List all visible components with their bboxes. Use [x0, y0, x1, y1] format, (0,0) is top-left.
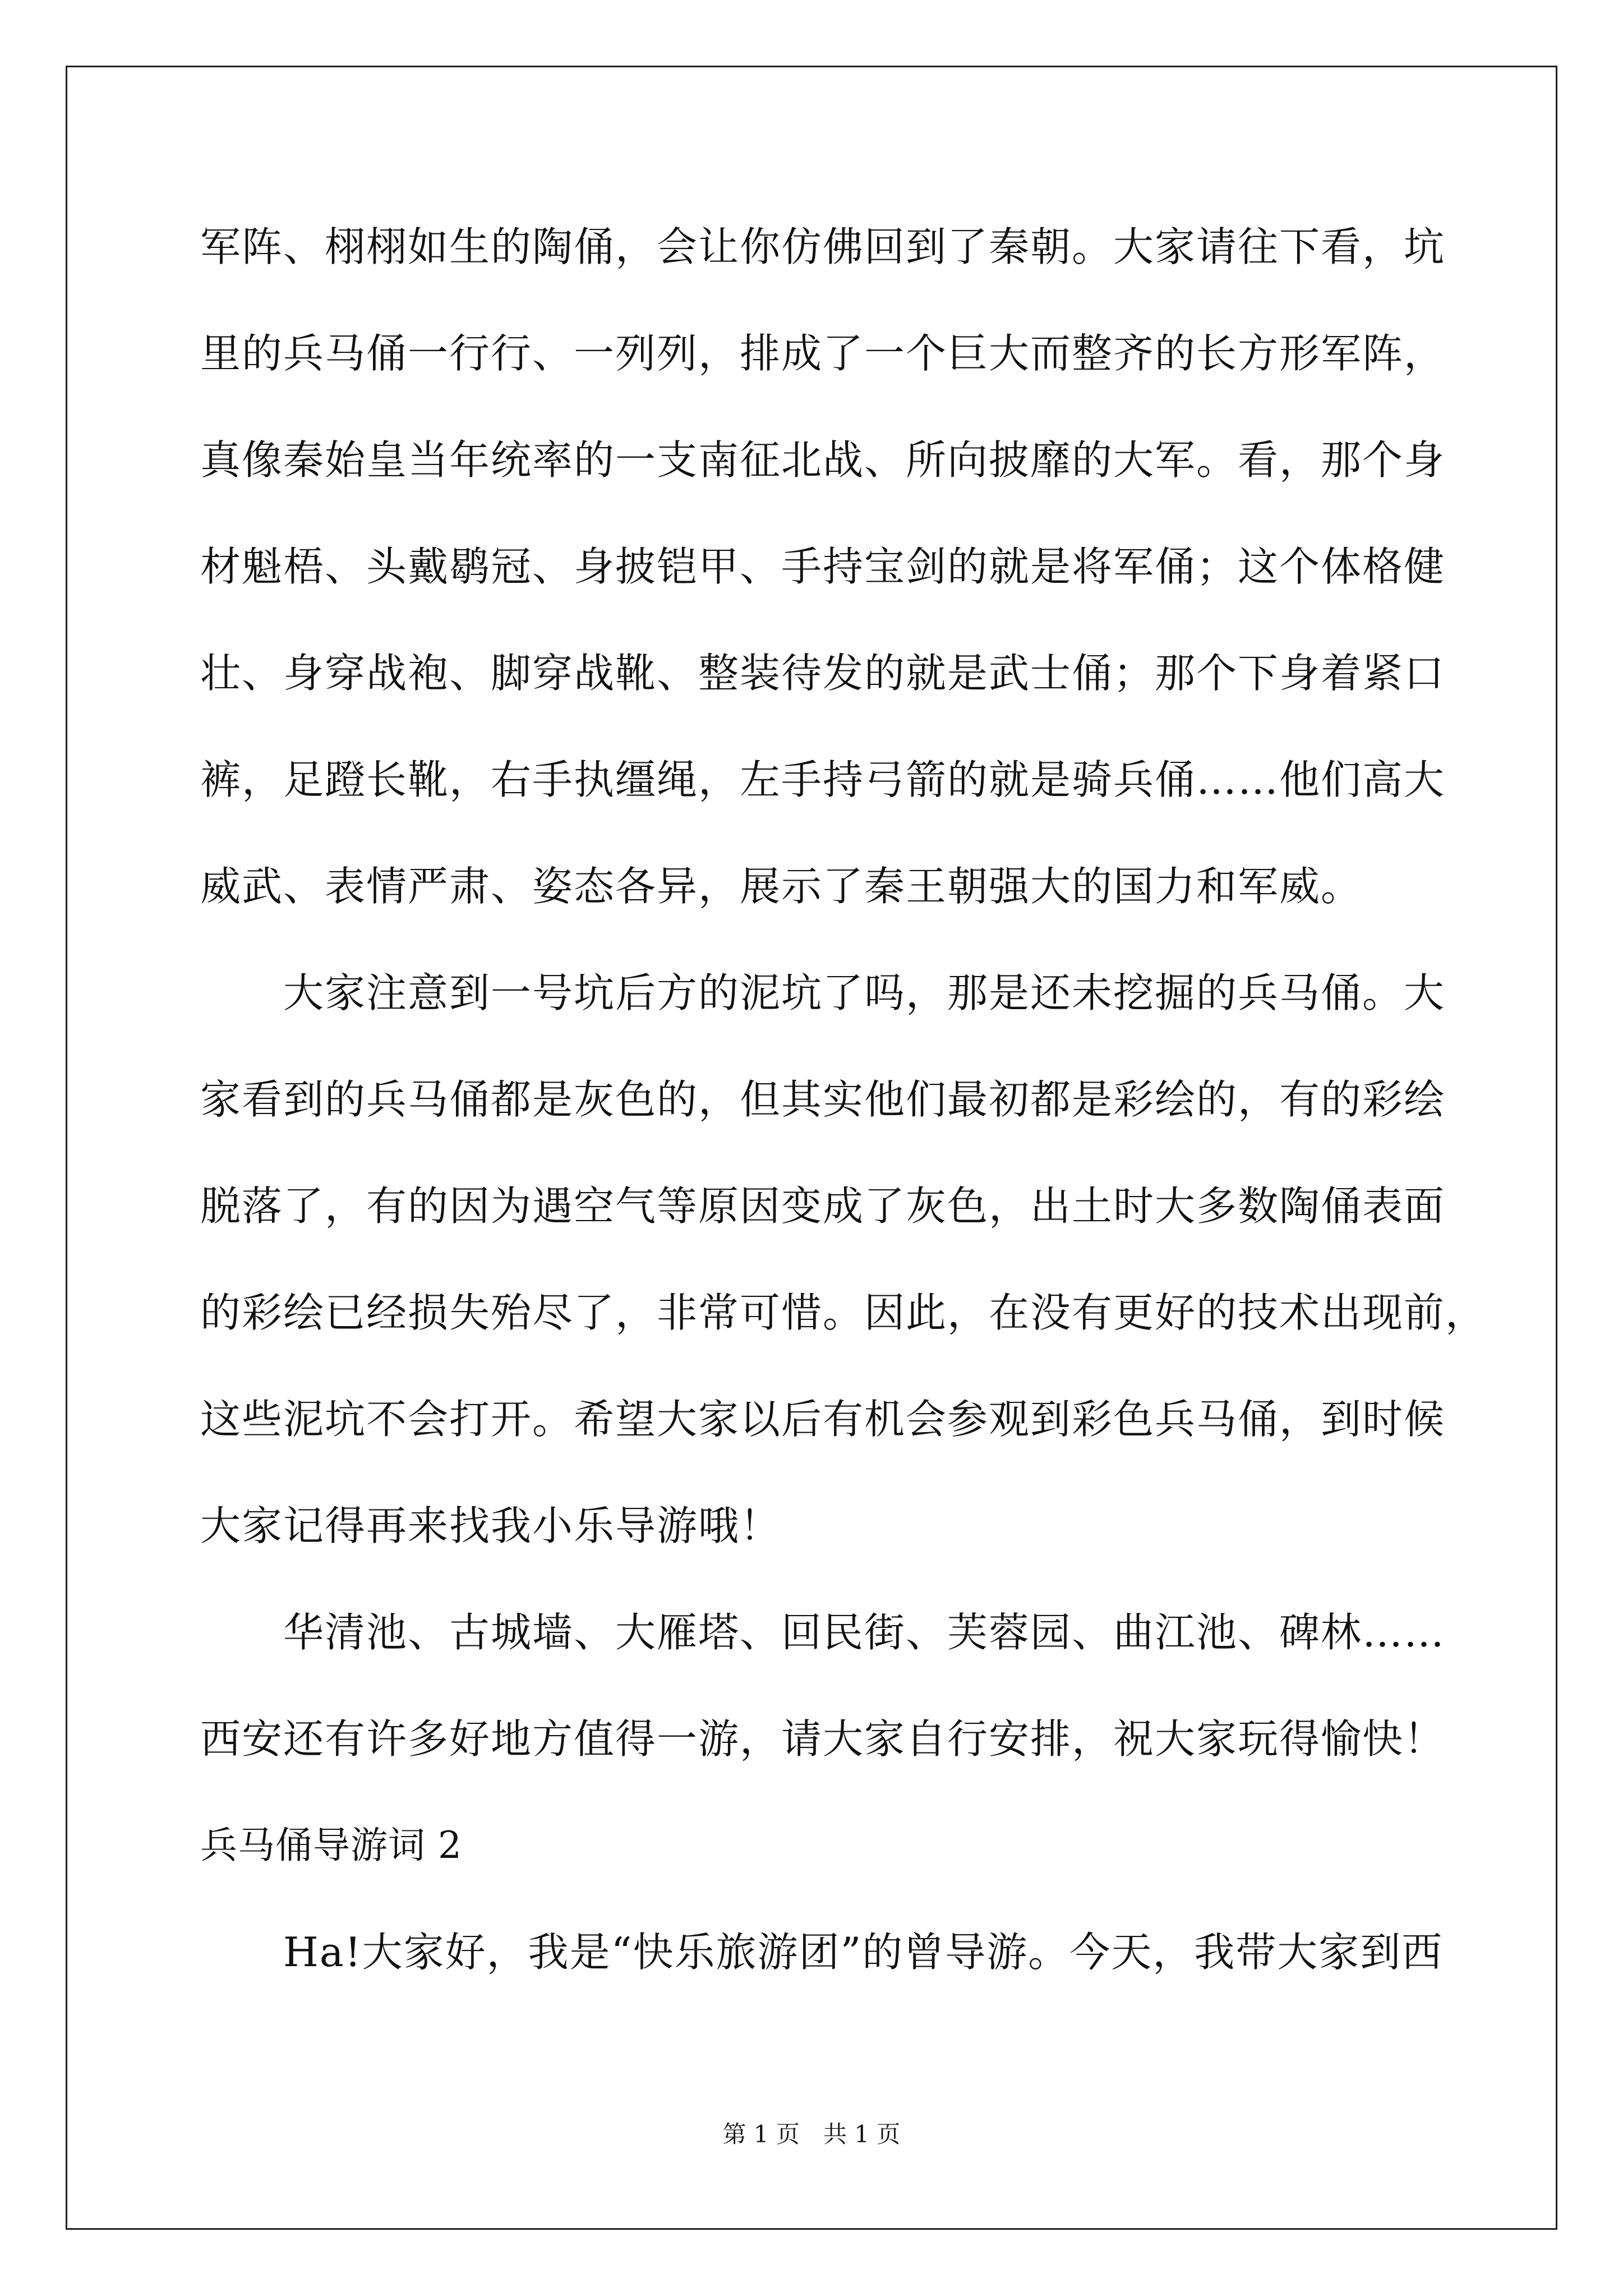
text-line: 里的兵马俑一行行、一列列，排成了一个巨大而整齐的长方形军阵，	[200, 330, 1446, 377]
text-line: 材魁梧、头戴鹖冠、身披铠甲、手持宝剑的就是将军俑；这个体格健	[200, 543, 1446, 590]
text-line: 裤，足蹬长靴，右手执缰绳，左手持弓箭的就是骑兵俑……他们高大	[200, 756, 1446, 803]
text-line: 家看到的兵马俑都是灰色的，但其实他们最初都是彩绘的，有的彩绘	[200, 1076, 1446, 1123]
page-footer: 第 1 页 共 1 页	[722, 2120, 901, 2148]
text-line: 大家注意到一号坑后方的泥坑了吗，那是还未挖掘的兵马俑。大	[200, 969, 1446, 1016]
text-line: 的彩绘已经损失殆尽了，非常可惜。因此，在没有更好的技术出现前，	[200, 1289, 1487, 1336]
text-line: 华清池、古城墙、大雁塔、回民街、芙蓉园、曲江池、碑林……	[200, 1609, 1446, 1656]
text-line: 这些泥坑不会打开。希望大家以后有机会参观到彩色兵马俑，到时候	[200, 1396, 1446, 1443]
text-line: 脱落了，有的因为遇空气等原因变成了灰色，出土时大多数陶俑表面	[200, 1182, 1446, 1230]
document-body	[200, 208, 1487, 2019]
text-line: 军阵、栩栩如生的陶俑，会让你仿佛回到了秦朝。大家请往下看，坑	[200, 223, 1446, 270]
text-line: 大家记得再来找我小乐导游哦！	[200, 1502, 782, 1549]
text-line: 西安还有许多好地方值得一游，请大家自行安排，祝大家玩得愉快！	[200, 1715, 1446, 1763]
text-line: 威武、表情严肃、姿态各异，展示了秦王朝强大的国力和军威。	[200, 863, 1363, 910]
section-heading: 兵马俑导游词 2	[200, 1824, 462, 1867]
text-line: 壮、身穿战袍、脚穿战靴、整装待发的就是武士俑；那个下身着紧口	[200, 650, 1446, 697]
text-line: Ha!大家好，我是“快乐旅游团”的曾导游。今天，我带大家到西	[200, 1929, 1444, 1976]
text-line: 真像秦始皇当年统率的一支南征北战、所向披靡的大军。看，那个身	[200, 436, 1446, 484]
